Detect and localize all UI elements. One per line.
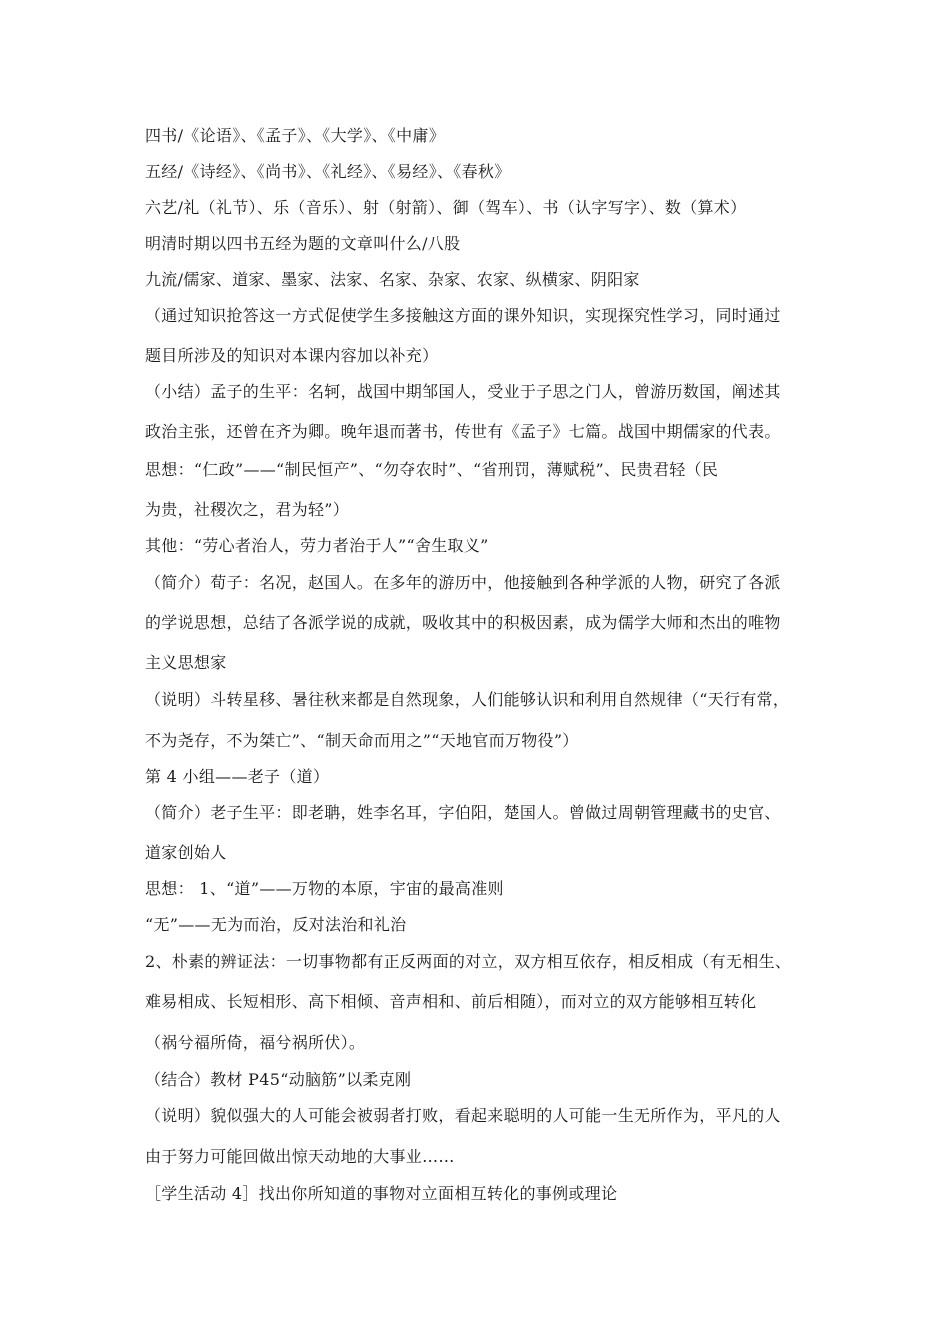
- text-line: 不为尧存，不为桀亡”、“制天命而用之”“天地官而万物役”）: [145, 731, 579, 750]
- text-line: 思想：“仁政”——“制民恒产”、“勿夺农时”、“省刑罚，薄赋税”、民贵君轻（民: [145, 460, 719, 479]
- text-line: （小结）孟子的生平：名轲，战国中期邹国人，受业于子思之门人，曾游历数国，阐述其: [145, 382, 781, 401]
- text-line: 其他：“劳心者治人，劳力者治于人”“舍生取义”: [145, 536, 489, 555]
- text-line: 为贵，社稷次之，君为轻”）: [145, 500, 350, 519]
- text-line: ［学生活动 4］找出你所知道的事物对立面相互转化的事例或理论: [145, 1184, 618, 1203]
- text-line: （简介）荀子：名况，赵国人。在多年的游历中，他接触到各种学派的人物，研究了各派: [145, 573, 781, 592]
- text-line: 思想： 1、“道”——万物的本原，宇宙的最高准则: [145, 879, 504, 898]
- text-line: （祸兮福所倚，福兮祸所伏）。: [145, 1033, 366, 1052]
- text-line: 2、朴素的辨证法：一切事物都有正反两面的对立，双方相互依存，相反相成（有无相生、: [145, 952, 792, 971]
- text-line: （说明）貌似强大的人可能会被弱者打败，看起来聪明的人可能一生无所作为，平凡的人: [145, 1106, 781, 1125]
- text-line: “无”——无为而治，反对法治和礼治: [145, 915, 407, 934]
- text-line: 九流/儒家、道家、墨家、法家、名家、杂家、农家、纵横家、阴阳家: [145, 270, 640, 289]
- text-line: 主义思想家: [145, 653, 227, 672]
- text-line: （结合）教材 P45“动脑筋”以柔克刚: [145, 1070, 412, 1089]
- text-line: 五经/《诗经》、《尚书》、《礼经》、《易经》、《春秋》: [145, 162, 511, 181]
- text-line: 难易相成、长短相形、高下相倾、音声相和、前后相随），而对立的双方能够相互转化: [145, 992, 757, 1011]
- text-line: 由于努力可能回做出惊天动地的大事业……: [145, 1147, 455, 1166]
- text-line: 明清时期以四书五经为题的文章叫什么/八股: [145, 234, 461, 253]
- text-line: 政治主张，还曾在齐为卿。晚年退而著书，传世有《孟子》七篇。战国中期儒家的代表。: [145, 422, 781, 441]
- text-line: 六艺/礼（礼节）、乐（音乐）、射（射箭）、御（驾车）、书（认字写字）、数（算术）: [145, 198, 747, 217]
- text-line: 四书/《论语》、《孟子》、《大学》、《中庸》: [145, 126, 445, 145]
- text-line: （通过知识抢答这一方式促使学生多接触这方面的课外知识，实现探究性学习，同时通过: [145, 306, 781, 325]
- text-line: 题目所涉及的知识对本课内容加以补充）: [145, 346, 439, 365]
- text-line: （说明）斗转星移、暑往秋来都是自然现象，人们能够认识和利用自然规律（“天行有常，: [145, 690, 790, 709]
- text-line: 的学说思想，总结了各派学说的成就，吸收其中的积极因素，成为儒学大师和杰出的唯物: [145, 613, 781, 632]
- text-line: 第 4 小组——老子（道）: [145, 767, 330, 786]
- text-line: （简介）老子生平：即老聃，姓李名耳，字伯阳，楚国人。曾做过周朝管理藏书的史官、: [145, 803, 781, 822]
- text-line: 道家创始人: [145, 843, 227, 862]
